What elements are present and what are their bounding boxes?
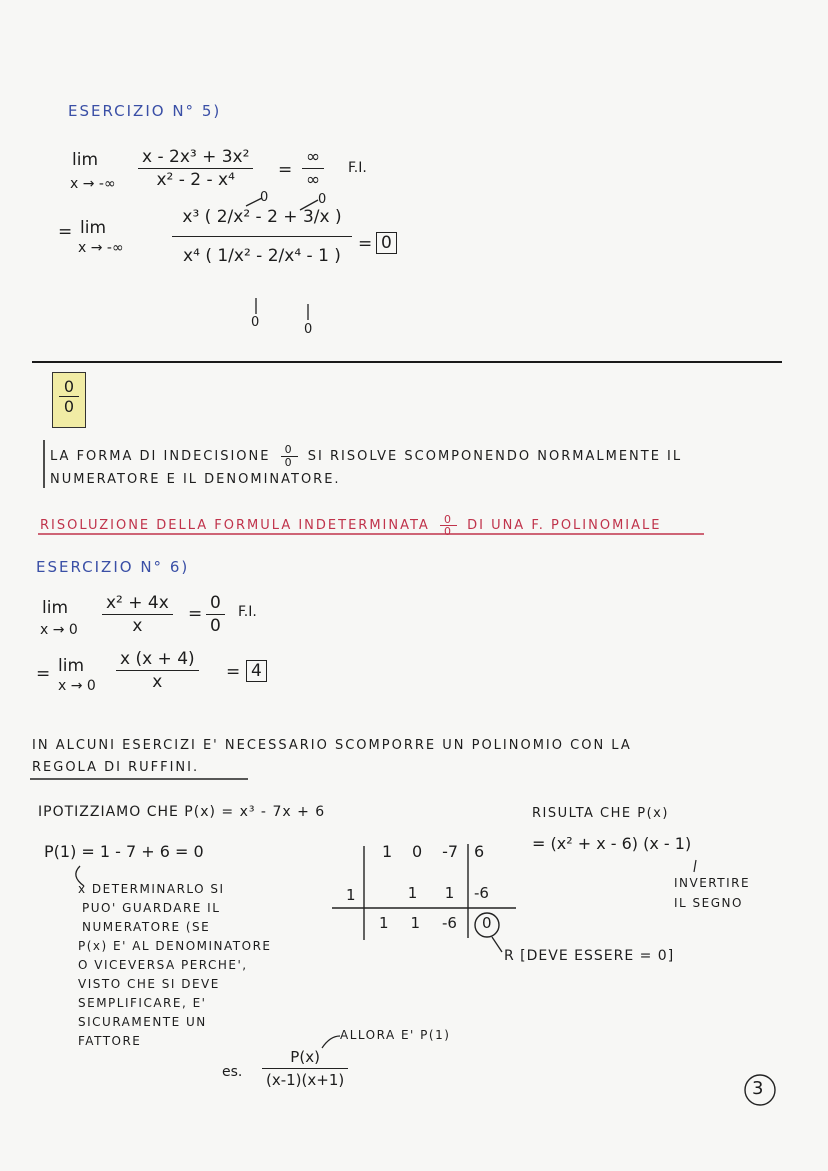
ex6-lim-sub: x → 0 bbox=[40, 622, 78, 638]
ex6-fi: F.I. bbox=[238, 604, 257, 620]
table-row-3 bbox=[368, 914, 468, 932]
ex5-zero-c: 0 bbox=[251, 315, 260, 330]
ex6-zero-den: 0 bbox=[210, 616, 221, 636]
ex6-step2-fraction bbox=[116, 648, 199, 693]
note-line-4: P(x) E' AL DENOMINATORE bbox=[78, 939, 272, 953]
ex5-fi: F.I. bbox=[348, 160, 367, 176]
definition-line1-a: LA FORMA DI INDECISIONE bbox=[50, 449, 271, 464]
ruffini-hypothesis: IPOTIZZIAMO CHE P(x) = x³ - 7x + 6 bbox=[38, 804, 326, 820]
table-r1-c3: -7 bbox=[442, 842, 459, 861]
table-r3-c3: -6 bbox=[442, 914, 457, 932]
table-row-2 bbox=[394, 884, 468, 902]
note-line-3: NUMERATORE (SE bbox=[82, 920, 211, 934]
ex6-equals: = bbox=[188, 604, 203, 624]
ex6-step2-numerator: x (x + 4) bbox=[120, 649, 195, 669]
note-line-5: O VICEVERSA PERCHE', bbox=[78, 958, 248, 972]
resolution-frac-den: 0 bbox=[443, 525, 453, 538]
definition-frac-den: 0 bbox=[284, 456, 294, 469]
invert-sign-note-2: IL SEGNO bbox=[674, 896, 743, 910]
table-remainder: 0 bbox=[482, 914, 492, 932]
ex6-title: ESERCIZIO N° 6) bbox=[36, 558, 190, 576]
note-line-7: SEMPLIFICARE, E' bbox=[78, 996, 207, 1010]
table-r2-c3: -6 bbox=[474, 884, 489, 902]
ex6-step2-denominator: x bbox=[152, 672, 163, 692]
table-r3-c2: 1 bbox=[410, 914, 421, 932]
table-r2-c1: 1 bbox=[407, 884, 418, 902]
example-label: es. bbox=[222, 1064, 243, 1080]
resolution-heading-b: DI UNA F. POLINOMIALE bbox=[467, 518, 662, 533]
ex6-result: 4 bbox=[246, 660, 267, 682]
table-r3-c1: 1 bbox=[378, 914, 389, 932]
ex5-equals: = bbox=[278, 160, 293, 180]
ex6-step2-sub: x → 0 bbox=[58, 678, 96, 694]
ex5-step2-lim: lim bbox=[80, 218, 107, 238]
ex5-numerator: x - 2x³ + 3x² bbox=[142, 147, 250, 167]
note-line-8: SICURAMENTE UN bbox=[78, 1015, 207, 1029]
note-line-9: FATTORE bbox=[78, 1034, 142, 1048]
ex5-step2-numerator: x³ ( 2/x² - 2 + 3/x ) bbox=[182, 207, 342, 227]
ex6-result-box bbox=[246, 660, 267, 682]
remainder-note: R [DEVE ESSERE = 0] bbox=[504, 948, 675, 964]
ex6-numerator: x² + 4x bbox=[106, 593, 169, 613]
ruffini-p1: P(1) = 1 - 7 + 6 = 0 bbox=[44, 842, 204, 861]
ex5-step2-equals: = bbox=[58, 222, 73, 242]
ex5-zero-a: 0 bbox=[260, 190, 269, 205]
definition-line1 bbox=[50, 444, 682, 469]
allora-note: ALLORA E' P(1) bbox=[340, 1028, 451, 1042]
ruffini-intro-line1: IN ALCUNI ESERCIZI E' NECESSARIO SCOMPORRE UN POLINOMIO CON LA bbox=[32, 738, 632, 753]
example-fraction bbox=[262, 1046, 348, 1091]
ex5-step2-denominator: x⁴ ( 1/x² - 2/x⁴ - 1 ) bbox=[183, 246, 341, 266]
resolution-frac-num: 0 bbox=[443, 513, 453, 526]
ex6-step2-equals: = bbox=[36, 664, 51, 684]
definition-frac-num: 0 bbox=[284, 443, 294, 456]
ex5-lim-sub: x → -∞ bbox=[70, 176, 116, 192]
ex5-inf-num: ∞ bbox=[306, 147, 321, 167]
table-row-1 bbox=[372, 842, 468, 861]
ex5-step2-equals-result: = bbox=[358, 234, 373, 254]
result-factorization: = (x² + x - 6) (x - 1) bbox=[532, 834, 692, 853]
note-line-2: PUO' GUARDARE IL bbox=[82, 901, 221, 915]
resolution-heading bbox=[40, 514, 662, 537]
ex5-result: 0 bbox=[376, 232, 397, 254]
ex6-zero-num: 0 bbox=[210, 593, 221, 613]
ex5-denominator: x² - 2 - x⁴ bbox=[156, 170, 235, 190]
zero-over-zero-box bbox=[52, 372, 86, 428]
page-number: 3 bbox=[752, 1078, 764, 1099]
note-line-6: VISTO CHE SI DEVE bbox=[78, 977, 220, 991]
ex6-zero-fraction bbox=[206, 592, 225, 637]
ex6-denominator: x bbox=[132, 616, 143, 636]
ruffini-intro-line2: REGOLA DI RUFFINI. bbox=[32, 760, 200, 775]
table-r2-c2: 1 bbox=[444, 884, 455, 902]
ex6-lim: lim bbox=[42, 598, 69, 618]
box-den: 0 bbox=[63, 397, 75, 416]
result-label: RISULTA CHE P(x) bbox=[532, 806, 669, 821]
table-root: 1 bbox=[346, 886, 356, 904]
example-numerator: P(x) bbox=[290, 1048, 320, 1066]
note-line-1: x DETERMINARLO SI bbox=[78, 882, 225, 896]
resolution-heading-a: RISOLUZIONE DELLA FORMULA INDETERMINATA bbox=[40, 518, 430, 533]
ex5-zero-d: 0 bbox=[304, 322, 313, 337]
table-r1-c2: 0 bbox=[412, 842, 423, 861]
definition-line1-b: SI RISOLVE SCOMPONENDO NORMALMENTE IL bbox=[307, 449, 683, 464]
invert-sign-note-1: INVERTIRE bbox=[674, 876, 751, 890]
table-r1-c4: 6 bbox=[474, 842, 485, 861]
ex6-fraction bbox=[102, 592, 173, 637]
ruffini-note bbox=[78, 880, 272, 1051]
table-r1-c1: 1 bbox=[381, 842, 393, 861]
ex5-title: ESERCIZIO N° 5) bbox=[68, 102, 222, 120]
ex5-step2-sub: x → -∞ bbox=[78, 240, 124, 256]
box-num: 0 bbox=[63, 377, 75, 396]
ex6-step2-lim: lim bbox=[58, 656, 85, 676]
ex5-lim: lim bbox=[72, 150, 99, 170]
ex5-zero-b: 0 bbox=[318, 192, 327, 207]
example-denominator: (x-1)(x+1) bbox=[266, 1071, 345, 1089]
ex6-result-equals: = bbox=[226, 662, 241, 682]
ex5-inf-den: ∞ bbox=[306, 170, 321, 190]
definition-line2: NUMERATORE E IL DENOMINATORE. bbox=[50, 472, 341, 487]
